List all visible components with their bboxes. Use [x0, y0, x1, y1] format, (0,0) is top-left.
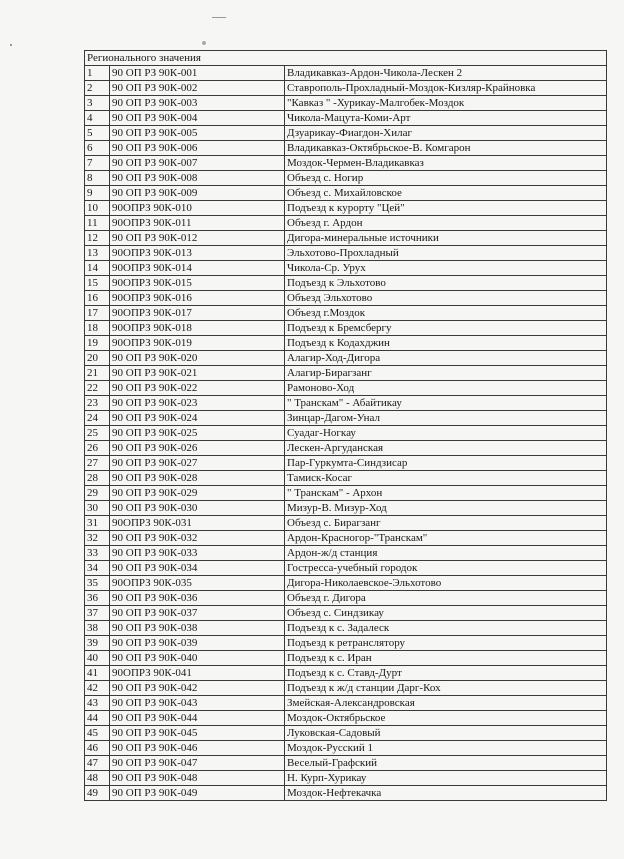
road-name: Дигора-Николаевское-Эльхотово — [285, 576, 607, 591]
row-number: 38 — [85, 621, 110, 636]
table-caption: Регионального значения — [85, 51, 607, 66]
road-name: Объезд с. Ногир — [285, 171, 607, 186]
road-name: Зинцар-Дагом-Унал — [285, 411, 607, 426]
row-number: 49 — [85, 786, 110, 801]
table-row — [85, 81, 607, 96]
road-name: Алагир-Бирагзанг — [285, 366, 607, 381]
row-number: 44 — [85, 711, 110, 726]
table-row — [85, 366, 607, 381]
road-name: Подъезд к курорту "Цей" — [285, 201, 607, 216]
table-row — [85, 141, 607, 156]
road-name: Рамоново-Ход — [285, 381, 607, 396]
row-number: 42 — [85, 681, 110, 696]
road-name: Гостресса-учебный городок — [285, 561, 607, 576]
road-name: Подъезд к с. Ставд-Дурт — [285, 666, 607, 681]
road-name: Моздок-Чермен-Владикавказ — [285, 156, 607, 171]
row-number: 16 — [85, 291, 110, 306]
row-number: 45 — [85, 726, 110, 741]
row-number: 7 — [85, 156, 110, 171]
row-number: 29 — [85, 486, 110, 501]
table-row — [85, 336, 607, 351]
row-number: 2 — [85, 81, 110, 96]
road-code: 90 ОП РЗ 90К-033 — [110, 546, 285, 561]
road-name: Тамиск-Косаг — [285, 471, 607, 486]
row-number: 24 — [85, 411, 110, 426]
row-number: 3 — [85, 96, 110, 111]
road-name: Подъезд к Кодахджин — [285, 336, 607, 351]
road-code: 90 ОП РЗ 90К-027 — [110, 456, 285, 471]
road-code: 90 ОП РЗ 90К-028 — [110, 471, 285, 486]
road-code: 90 ОП РЗ 90К-039 — [110, 636, 285, 651]
table-row — [85, 291, 607, 306]
road-name: Чикола-Ср. Урух — [285, 261, 607, 276]
row-number: 9 — [85, 186, 110, 201]
road-name: Моздок-Русский 1 — [285, 741, 607, 756]
scan-mark — [212, 17, 226, 18]
road-name: Луковская-Садовый — [285, 726, 607, 741]
table-row — [85, 426, 607, 441]
table-row — [85, 681, 607, 696]
row-number: 6 — [85, 141, 110, 156]
table-row — [85, 561, 607, 576]
table-row — [85, 411, 607, 426]
table-row — [85, 621, 607, 636]
row-number: 39 — [85, 636, 110, 651]
road-name: Объезд с. Михайловское — [285, 186, 607, 201]
road-name: Подъезд к Бремсбергу — [285, 321, 607, 336]
road-code: 90ОПРЗ 90К-017 — [110, 306, 285, 321]
row-number: 4 — [85, 111, 110, 126]
row-number: 25 — [85, 426, 110, 441]
row-number: 8 — [85, 171, 110, 186]
row-number: 36 — [85, 591, 110, 606]
road-code: 90ОПРЗ 90К-014 — [110, 261, 285, 276]
row-number: 34 — [85, 561, 110, 576]
road-code: 90 ОП РЗ 90К-042 — [110, 681, 285, 696]
road-name: Объезд г. Ардон — [285, 216, 607, 231]
row-number: 17 — [85, 306, 110, 321]
road-code: 90ОПРЗ 90К-018 — [110, 321, 285, 336]
table-row — [85, 381, 607, 396]
table-row — [85, 591, 607, 606]
road-code: 90ОПРЗ 90К-035 — [110, 576, 285, 591]
road-name: "Кавказ " -Хурикау-Малгобек-Моздок — [285, 96, 607, 111]
road-name: Н. Курп-Хурикау — [285, 771, 607, 786]
table-row — [85, 276, 607, 291]
table-row — [85, 396, 607, 411]
table-row — [85, 186, 607, 201]
row-number: 10 — [85, 201, 110, 216]
road-code: 90ОПРЗ 90К-041 — [110, 666, 285, 681]
table-row — [85, 741, 607, 756]
row-number: 23 — [85, 396, 110, 411]
table-row — [85, 156, 607, 171]
row-number: 31 — [85, 516, 110, 531]
row-number: 19 — [85, 336, 110, 351]
road-name: Объезд Эльхотово — [285, 291, 607, 306]
row-number: 27 — [85, 456, 110, 471]
road-code: 90 ОП РЗ 90К-002 — [110, 81, 285, 96]
caption-row — [85, 51, 607, 66]
row-number: 35 — [85, 576, 110, 591]
table-row — [85, 231, 607, 246]
table-row — [85, 756, 607, 771]
road-name: Алагир-Ход-Дигора — [285, 351, 607, 366]
table-row — [85, 516, 607, 531]
road-name: " Транскам" - Абайтикау — [285, 396, 607, 411]
road-code: 90ОПРЗ 90К-019 — [110, 336, 285, 351]
road-code: 90 ОП РЗ 90К-006 — [110, 141, 285, 156]
row-number: 30 — [85, 501, 110, 516]
road-code: 90ОПРЗ 90К-031 — [110, 516, 285, 531]
road-code: 90 ОП РЗ 90К-038 — [110, 621, 285, 636]
table-row — [85, 171, 607, 186]
road-code: 90 ОП РЗ 90К-009 — [110, 186, 285, 201]
road-code: 90 ОП РЗ 90К-037 — [110, 606, 285, 621]
road-code: 90ОПРЗ 90К-016 — [110, 291, 285, 306]
road-code: 90 ОП РЗ 90К-023 — [110, 396, 285, 411]
road-code: 90 ОП РЗ 90К-025 — [110, 426, 285, 441]
road-name: Объезд г. Дигора — [285, 591, 607, 606]
table-row — [85, 546, 607, 561]
table-row — [85, 471, 607, 486]
row-number: 5 — [85, 126, 110, 141]
road-name: Пар-Гуркумта-Синдзисар — [285, 456, 607, 471]
table-row — [85, 576, 607, 591]
table-row — [85, 606, 607, 621]
road-name: Ставрополь-Прохладный-Моздок-Кизляр-Крайновка — [285, 81, 607, 96]
road-name: Ардон-ж/д станция — [285, 546, 607, 561]
row-number: 1 — [85, 66, 110, 81]
road-code: 90 ОП РЗ 90К-036 — [110, 591, 285, 606]
row-number: 41 — [85, 666, 110, 681]
road-code: 90 ОП РЗ 90К-048 — [110, 771, 285, 786]
road-name: " Транскам" - Архон — [285, 486, 607, 501]
road-name: Подъезд к с. Иран — [285, 651, 607, 666]
table-row — [85, 111, 607, 126]
road-code: 90 ОП РЗ 90К-004 — [110, 111, 285, 126]
table-row — [85, 126, 607, 141]
row-number: 32 — [85, 531, 110, 546]
road-name: Объезд с. Синдзикау — [285, 606, 607, 621]
road-name: Моздок-Нефтекачка — [285, 786, 607, 801]
row-number: 33 — [85, 546, 110, 561]
road-code: 90 ОП РЗ 90К-022 — [110, 381, 285, 396]
road-code: 90 ОП РЗ 90К-005 — [110, 126, 285, 141]
table-row — [85, 441, 607, 456]
table-row — [85, 636, 607, 651]
table-row — [85, 201, 607, 216]
table-row — [85, 351, 607, 366]
road-code: 90 ОП РЗ 90К-024 — [110, 411, 285, 426]
roads-table — [84, 50, 607, 801]
road-code: 90 ОП РЗ 90К-026 — [110, 441, 285, 456]
table-row — [85, 96, 607, 111]
row-number: 20 — [85, 351, 110, 366]
row-number: 40 — [85, 651, 110, 666]
row-number: 43 — [85, 696, 110, 711]
road-code: 90 ОП РЗ 90К-020 — [110, 351, 285, 366]
road-name: Суадаг-Ногкау — [285, 426, 607, 441]
road-code: 90 ОП РЗ 90К-008 — [110, 171, 285, 186]
table-row — [85, 786, 607, 801]
road-name: Владикавказ-Октябрьское-В. Комгарон — [285, 141, 607, 156]
row-number: 37 — [85, 606, 110, 621]
road-code: 90ОПРЗ 90К-010 — [110, 201, 285, 216]
road-name: Лескен-Аргуданская — [285, 441, 607, 456]
road-name: Змейская-Александровская — [285, 696, 607, 711]
road-name: Дигора-минеральные источники — [285, 231, 607, 246]
road-code: 90 ОП РЗ 90К-003 — [110, 96, 285, 111]
table-row — [85, 486, 607, 501]
road-code: 90ОПРЗ 90К-011 — [110, 216, 285, 231]
scan-speck — [202, 41, 206, 45]
row-number: 48 — [85, 771, 110, 786]
road-code: 90 ОП РЗ 90К-045 — [110, 726, 285, 741]
road-code: 90 ОП РЗ 90К-049 — [110, 786, 285, 801]
road-code: 90 ОП РЗ 90К-044 — [110, 711, 285, 726]
road-name: Подъезд к с. Задалеск — [285, 621, 607, 636]
road-name: Владикавказ-Ардон-Чикола-Лескен 2 — [285, 66, 607, 81]
road-name: Ардон-Красногор-"Транскам" — [285, 531, 607, 546]
scan-speck — [10, 44, 12, 46]
table-row — [85, 531, 607, 546]
table-row — [85, 321, 607, 336]
road-code: 90 ОП РЗ 90К-029 — [110, 486, 285, 501]
row-number: 47 — [85, 756, 110, 771]
road-name: Подъезд к Эльхотово — [285, 276, 607, 291]
table-row — [85, 711, 607, 726]
road-code: 90 ОП РЗ 90К-007 — [110, 156, 285, 171]
row-number: 18 — [85, 321, 110, 336]
road-name: Дзуарикау-Фиагдон-Хилаг — [285, 126, 607, 141]
road-code: 90 ОП РЗ 90К-046 — [110, 741, 285, 756]
road-code: 90 ОП РЗ 90К-012 — [110, 231, 285, 246]
row-number: 21 — [85, 366, 110, 381]
road-code: 90ОПРЗ 90К-015 — [110, 276, 285, 291]
road-code: 90 ОП РЗ 90К-030 — [110, 501, 285, 516]
row-number: 11 — [85, 216, 110, 231]
road-code: 90 ОП РЗ 90К-032 — [110, 531, 285, 546]
road-code: 90 ОП РЗ 90К-021 — [110, 366, 285, 381]
table-row — [85, 261, 607, 276]
table-row — [85, 501, 607, 516]
table-row — [85, 216, 607, 231]
road-code: 90 ОП РЗ 90К-047 — [110, 756, 285, 771]
road-code: 90 ОП РЗ 90К-040 — [110, 651, 285, 666]
road-code: 90 ОП РЗ 90К-043 — [110, 696, 285, 711]
row-number: 14 — [85, 261, 110, 276]
road-code: 90 ОП РЗ 90К-034 — [110, 561, 285, 576]
table-row — [85, 696, 607, 711]
table-row — [85, 666, 607, 681]
road-name: Подъезд к ж/д станции Дарг-Кох — [285, 681, 607, 696]
road-name: Моздок-Октябрьское — [285, 711, 607, 726]
table-row — [85, 651, 607, 666]
road-name: Веселый-Графский — [285, 756, 607, 771]
table-row — [85, 66, 607, 81]
row-number: 22 — [85, 381, 110, 396]
road-name: Объезд с. Бирагзанг — [285, 516, 607, 531]
row-number: 13 — [85, 246, 110, 261]
table-row — [85, 726, 607, 741]
table-row — [85, 306, 607, 321]
road-name: Подъезд к ретранслятору — [285, 636, 607, 651]
table-row — [85, 246, 607, 261]
road-name: Чикола-Мацута-Коми-Арт — [285, 111, 607, 126]
row-number: 12 — [85, 231, 110, 246]
row-number: 15 — [85, 276, 110, 291]
row-number: 26 — [85, 441, 110, 456]
road-code: 90ОПРЗ 90К-013 — [110, 246, 285, 261]
road-name: Мизур-В. Мизур-Ход — [285, 501, 607, 516]
road-name: Эльхотово-Прохладный — [285, 246, 607, 261]
table-row — [85, 456, 607, 471]
road-name: Объезд г.Моздок — [285, 306, 607, 321]
row-number: 46 — [85, 741, 110, 756]
table-row — [85, 771, 607, 786]
road-code: 90 ОП РЗ 90К-001 — [110, 66, 285, 81]
row-number: 28 — [85, 471, 110, 486]
